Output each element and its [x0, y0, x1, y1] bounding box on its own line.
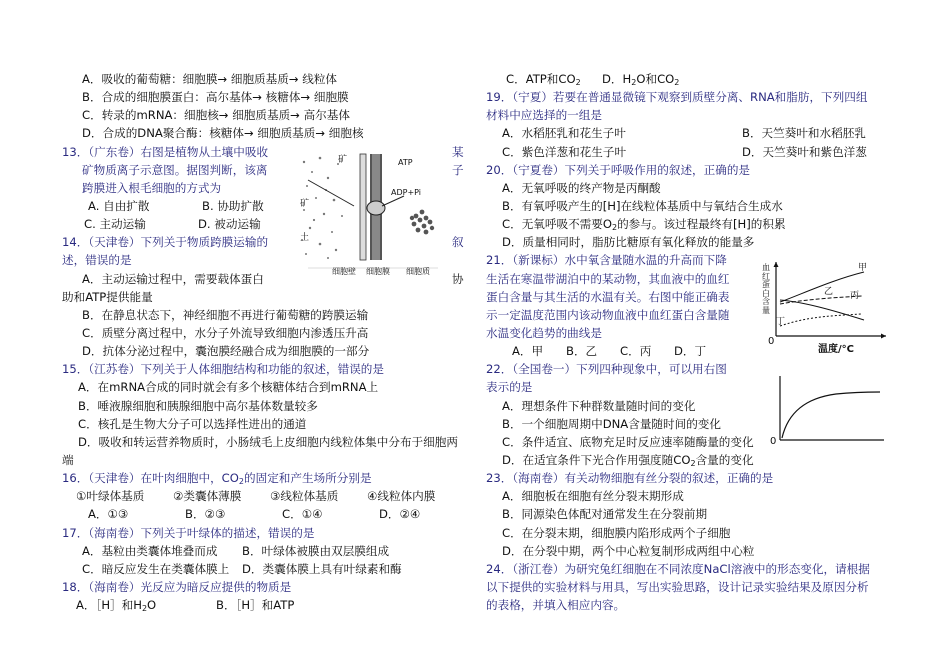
q18-option-a	[76, 596, 216, 618]
q21-option-a: A．甲	[512, 344, 544, 359]
q12-option-c: C．转录的mRNA：细胞核→ 细胞质基质→ 高尔基体	[82, 108, 350, 123]
q14-option-a-cont: 助和ATP提供能量	[62, 289, 153, 304]
q15-stem: 15．（江苏卷）下列关于人体细胞结构和功能的叙述，错误的是	[62, 362, 384, 377]
q13-fig-atp-label: ATP	[398, 158, 413, 167]
q16-stem	[62, 469, 467, 487]
q18-option-c-sub: 2	[575, 78, 581, 87]
q13-fig-kuang-label-1: 矿	[338, 155, 348, 165]
q18-option-d-sub2: 2	[674, 78, 680, 87]
q13-fig-kuang-label-2: 矿	[300, 199, 310, 209]
q13-option-d: D. 被动运输	[198, 217, 261, 232]
carrier-protein	[367, 201, 385, 215]
curve-bing	[780, 300, 864, 320]
q22-option-d-post: 含量的变化	[695, 452, 754, 467]
q18-option-a-post: O	[147, 598, 157, 613]
q15-option-a: A．在mRNA合成的同时就会有多个核糖体结合到mRNA上	[78, 380, 379, 395]
q24-stem-line2: 以下提供的实验材料与用具，写出实验思路，设计记录实验结果及原因分析	[486, 579, 869, 594]
q17-options-cd	[62, 560, 467, 578]
q20-option-b: B．有氧呼吸产生的[H]在线粒体基质中与氧结合生成水	[502, 198, 783, 213]
q21-stem-line4: 示一定温度范围内该动物血液中血红蛋白含量随	[486, 307, 730, 322]
q16-option-a: A．①③	[88, 507, 129, 522]
q16-item-2: ②类囊体薄膜	[173, 489, 242, 504]
q14-option-c: C．质壁分离过程中，水分子外流导致细胞内渗透压升高	[82, 325, 369, 340]
q16-option-b: B．②③	[185, 507, 226, 522]
q14-stem-line2: 述，错误的是	[62, 253, 132, 268]
q21-option-d: D．丁	[674, 344, 707, 359]
q14-option-a-tail: 协	[452, 271, 464, 286]
q18-option-d	[602, 72, 679, 86]
q15-option-c: C．核孔是生物大分子可以选择性进出的通道	[78, 416, 307, 431]
q13-fig-membrane-label: 细胞膜	[366, 267, 390, 276]
q19-options-cd	[486, 143, 891, 161]
q18-option-b: B．［H］和ATP	[216, 598, 295, 613]
q16-stem-pre: 16．（天津卷）在叶肉细胞中，CO	[62, 471, 239, 486]
q20-stem: 20．（宁夏卷）下列关于呼吸作用的叙述，正确的是	[486, 162, 751, 177]
q19-stem-line2: 材料中应选择的一组是	[486, 108, 602, 123]
q13-fig-wall-label: 细胞壁	[332, 267, 356, 276]
q23-option-d: D．在分裂中期，两个中心粒复制形成两组中心粒	[502, 543, 755, 558]
q13-stem-text2: 矿物质离子示意图。据图判断，该离	[82, 162, 268, 177]
q21-curve-label-yi: 乙	[824, 287, 834, 297]
q14-option-d: D．抗体分泌过程中，囊泡膜经融合成为细胞膜的一部分	[82, 344, 370, 359]
q16-item-4: ④线粒体内膜	[367, 489, 436, 504]
q21-option-b: B．乙	[566, 344, 598, 359]
q14-option-b: B．在静息状态下，神经细胞不再进行葡萄糖的跨膜运输	[82, 307, 369, 322]
q21-stem-line3: 蛋白含量与其生活的水温有关。右图中能正确表	[486, 289, 730, 304]
q19-option-d: D．天竺葵叶和紫色洋葱	[742, 144, 867, 159]
q18-options-cd	[486, 70, 891, 88]
q19-option-b: B．天竺葵叶和水稻胚乳	[742, 126, 866, 141]
q12-option-b: B．合成的细胞膜蛋白：高尔基体→ 核糖体→ 细胞膜	[82, 90, 349, 105]
q22-origin: 0	[770, 436, 777, 447]
q21-curve-label-jia: 甲	[858, 263, 868, 273]
cell-wall	[360, 154, 366, 260]
q13-fig-adp-label: ADP+Pi	[391, 188, 422, 197]
q22-figure	[766, 372, 890, 454]
q20-option-c-sub: 2	[611, 223, 618, 233]
q21-curve-label-bing: 丙	[850, 291, 860, 301]
q18-option-a-sub: 2	[141, 604, 148, 614]
q14-stem-text1: 14．（天津卷）下列关于物质跨膜运输的	[62, 235, 269, 250]
q17-option-c: C．暗反应发生在类囊体膜上	[82, 561, 230, 576]
q14-option-a-text: A．主动运输过程中，需要载体蛋白	[82, 271, 264, 286]
q21-stem-line2: 生活在寒温带湖泊中的某动物，其血液中的血红	[486, 271, 730, 286]
q23-option-a: A．细胞板在细胞有丝分裂末期形成	[502, 489, 684, 504]
q21-curve-label-ding: 丁	[776, 317, 786, 327]
q13-stem-text1: 13．（广东卷）右图是植物从土壤中吸收	[62, 144, 269, 159]
atp-arrow	[382, 196, 404, 206]
ion-arrow	[308, 180, 354, 206]
q22-option-d-sub: 2	[690, 458, 696, 468]
q13-option-a: A. 自由扩散	[88, 198, 150, 213]
q16-item-3: ③线粒体基质	[270, 489, 339, 504]
q12-option-a: A．吸收的葡萄糖：细胞膜→ 细胞质基质→ 线粒体	[82, 72, 338, 86]
q18-option-d-sub1: 2	[631, 78, 637, 87]
q13-option-b: B. 协助扩散	[202, 198, 264, 213]
q22-option-c: C．条件适宜、底物充足时反应速率随酶量的变化	[502, 434, 754, 449]
q19-options-ab	[486, 124, 891, 142]
q23-stem: 23．（海南卷）有关动物细胞有丝分裂的叙述，正确的是	[486, 471, 774, 486]
q18-option-a-pre: A．［H］和H	[76, 598, 142, 613]
q18-options-ab	[62, 596, 467, 614]
q17-stem: 17．（海南卷）下列关于叶绿体的描述，错误的是	[62, 525, 315, 540]
q17-option-b: B．叶绿体被膜由双层膜组成	[242, 543, 390, 558]
q13-fig-cytoplasm-label: 细胞质	[406, 267, 430, 276]
q13-stem-tail2: 子	[452, 162, 464, 177]
q15-option-d: D．吸收和转运营养物质时，小肠绒毛上皮细胞内线粒体集中分布于细胞两	[78, 434, 458, 449]
q20-option-c-post: 的参与。该过程最终有[H]的积累	[617, 217, 786, 232]
q22-option-b: B．一个细胞周期中DNA含量随时间的变化	[502, 416, 721, 431]
q23-option-b: B．同源染色体配对通常发生在分裂前期	[502, 507, 708, 522]
q22-stem-line2: 表示的是	[486, 380, 533, 395]
q22-curve	[782, 392, 880, 438]
q22-stem-line1: 22．（全国卷一）下列四种现象中，可以用右图	[486, 362, 727, 377]
q18-option-d-pre: D．H	[602, 72, 632, 86]
q18-stem: 18．（海南卷）光反应为暗反应提供的物质是	[62, 579, 292, 594]
q22-option-a: A．理想条件下种群数量随时间的变化	[502, 398, 696, 413]
q16-options	[62, 505, 467, 523]
q20-option-a: A．无氧呼吸的终产物是丙酮酸	[502, 180, 661, 195]
q13-fig-soil-label: 土	[300, 233, 310, 243]
q20-option-c-pre: C．无氧呼吸不需要O	[502, 217, 612, 232]
q16-option-d: D．②④	[379, 507, 421, 522]
q16-item-1: ①叶绿体基质	[76, 489, 145, 504]
q19-stem-line1: 19．（宁夏）若要在普通显微镜下观察到质壁分离、RNA和脂肪，下列四组	[486, 90, 868, 105]
q12-option-d: D．合成的DNA聚合酶：核糖体→ 细胞质基质→ 细胞核	[82, 126, 364, 141]
q13-figure-svg	[298, 150, 444, 280]
q16-stem-post: 的固定和产生场所分别是	[244, 471, 372, 486]
q19-option-a: A．水稻胚乳和花生子叶	[502, 126, 626, 141]
q21-stem-line1: 21．（新课标）水中氧含量随水温的升高而下降	[486, 253, 727, 268]
q24-stem-line1: 24．（浙江卷）为研究兔红细胞在不同浓度NaCl溶液中的形态变化，请根据	[486, 561, 870, 576]
q13-stem-tail1: 某	[452, 144, 464, 159]
ion-cluster	[410, 210, 434, 235]
q20-option-c	[486, 215, 891, 233]
q17-option-a: A．基粒由类囊体堆叠而成	[82, 543, 218, 558]
q22-option-d-pre: D．在适宜条件下光合作用强度随CO	[502, 452, 691, 467]
q17-option-d: D．类囊体膜上具有叶绿素和酶	[242, 561, 402, 576]
q17-options-ab	[62, 542, 467, 560]
q19-option-c: C．紫色洋葱和花生子叶	[502, 144, 627, 159]
q22-figure-svg	[766, 372, 890, 454]
q21-x-label: 温度/°C	[818, 344, 854, 355]
q21-figure	[762, 258, 892, 358]
q18-option-c-pre: C．ATP和CO	[506, 72, 576, 86]
q23-option-c: C．在分裂末期，细胞膜内陷形成两个子细胞	[502, 525, 731, 540]
q24-stem-line3: 的表格，并填入相应内容。	[486, 598, 626, 613]
q16-subscript: 2	[238, 477, 244, 487]
q14-stem-tail1: 叙	[452, 235, 464, 250]
q13-figure	[298, 150, 444, 280]
q13-stem-line3: 跨膜进入根毛细胞的方式为	[82, 180, 222, 195]
q21-stem-line5: 水温变化趋势的曲线是	[486, 325, 602, 340]
q21-origin: 0	[768, 336, 775, 347]
q16-option-c: C．①④	[282, 507, 323, 522]
q16-items	[62, 487, 467, 505]
q13-option-c: C. 主动运输	[84, 217, 146, 232]
q18-option-d-mid: O和CO	[636, 72, 675, 86]
q15-option-d-cont: 端	[62, 452, 74, 467]
q21-y-label: 血红蛋白含量	[762, 263, 770, 315]
q20-option-d: D．质量相同时，脂肪比糖原有氧化释放的能量多	[502, 235, 755, 250]
q21-option-c: C．丙	[620, 344, 652, 359]
q15-option-b: B．唾液腺细胞和胰腺细胞中高尔基体数量较多	[78, 398, 318, 413]
